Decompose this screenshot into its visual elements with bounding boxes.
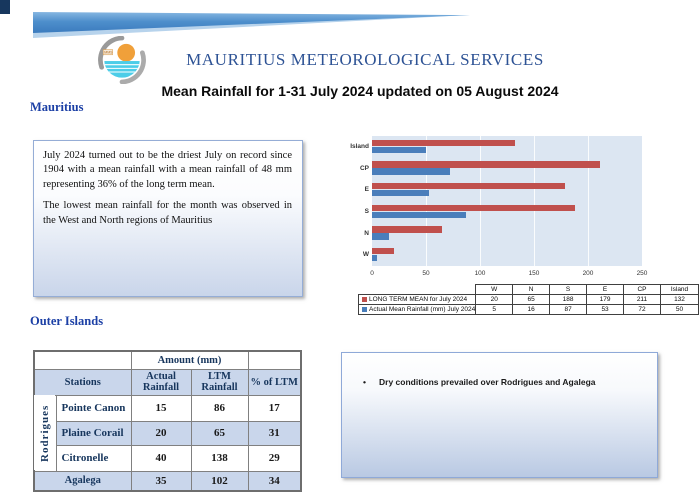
legend-col-n: N: [513, 285, 550, 295]
pct-value: 29: [248, 445, 301, 471]
mauritius-summary-box: [33, 140, 303, 297]
actual-value: 35: [131, 471, 191, 491]
agalega-row: [34, 471, 301, 491]
rainfall-bar-chart: [345, 128, 699, 280]
bar-long-term-mean-e: [372, 183, 565, 190]
pct-value: 17: [248, 395, 301, 421]
station-name: Citronelle: [56, 445, 131, 471]
category-label-s: S: [364, 207, 369, 215]
org-title: MAURITIUS METEOROLOGICAL SERVICES: [186, 50, 544, 69]
category-label-island: Island: [350, 142, 369, 150]
stations-header: Stations: [34, 369, 131, 395]
bar-long-term-mean-w: [372, 248, 394, 255]
pct-ltm-header: % of LTM: [248, 369, 301, 395]
logo-text: MMS: [104, 50, 113, 55]
ltm-cp: 211: [624, 295, 661, 305]
note-text: Dry conditions prevailed over Rodrigues and Agalega: [379, 377, 596, 387]
amount-header: Amount (mm): [131, 351, 248, 369]
legend-row-long-term-mean: [359, 295, 699, 305]
ltm-n: 65: [513, 295, 550, 305]
category-label-e: E: [364, 186, 369, 194]
x-tick-250: 250: [636, 270, 648, 277]
ltm-island: 132: [660, 295, 698, 305]
bar-actual-cp: [372, 168, 450, 175]
bullet-icon: •: [363, 377, 366, 387]
legend-header-row: [359, 285, 699, 295]
gridline-100: [480, 136, 481, 266]
actual-n: 16: [513, 305, 550, 315]
corner-block-decoration: [0, 0, 10, 14]
legend-row-actual: [359, 305, 699, 315]
column-header-row: [34, 369, 301, 395]
legend-label-actual-text: Actual Mean Rainfall (mm) July 2024: [369, 306, 476, 313]
amount-header-row: [34, 351, 301, 369]
bar-actual-n: [372, 233, 389, 240]
gridline-200: [588, 136, 589, 266]
pct-value: 34: [248, 471, 301, 491]
ltm-value: 65: [191, 421, 248, 445]
x-tick-50: 50: [422, 270, 430, 277]
legend-empty-corner: [359, 285, 476, 295]
actual-w: 5: [476, 305, 513, 315]
outer-islands-note-box: [341, 352, 658, 478]
legend-label-ltm-text: LONG TERM MEAN for July 2024: [369, 296, 468, 303]
blue-series-swatch: [362, 307, 367, 312]
bar-actual-w: [372, 255, 377, 262]
ltm-value: 86: [191, 395, 248, 421]
chart-legend-table: [358, 284, 699, 315]
table-row: [34, 445, 301, 471]
x-tick-200: 200: [582, 270, 594, 277]
summary-paragraph-1: July 2024 turned out to be the driest July on record since 1904 with a mean rainfall with a mean rainfall of 48 mm representing 36% of the long term mean.: [43, 150, 292, 190]
rodrigues-group-label: Rodrigues: [34, 395, 56, 471]
banner-swoosh-main: [33, 12, 470, 33]
report-title: Mean Rainfall for 1-31 July 2024 updated on 05 August 2024: [161, 83, 559, 99]
bar-actual-e: [372, 190, 429, 197]
empty-header-cell-2: [248, 351, 301, 369]
category-label-w: W: [362, 251, 369, 259]
gridline-250: [642, 136, 643, 266]
bar-long-term-mean-s: [372, 205, 575, 212]
empty-header-cell: [34, 351, 131, 369]
note-bullet-line: [363, 377, 657, 387]
legend-col-cp: CP: [624, 285, 661, 295]
red-series-swatch: [362, 297, 367, 302]
ltm-e: 179: [587, 295, 624, 305]
mauritius-section-heading: Mauritius: [30, 100, 84, 114]
summary-paragraph-2: The lowest mean rainfall for the month was observed in the West and North regions of Mauritius: [43, 200, 292, 226]
outer-islands-section-heading: Outer Islands: [30, 314, 104, 328]
category-label-cp: CP: [359, 164, 369, 172]
bar-long-term-mean-cp: [372, 161, 600, 168]
actual-value: 15: [131, 395, 191, 421]
actual-s: 87: [550, 305, 587, 315]
station-name: Agalega: [34, 471, 131, 491]
ltm-value: 138: [191, 445, 248, 471]
station-name: Plaine Corail: [56, 421, 131, 445]
ltm-rainfall-header: LTM Rainfall: [191, 369, 248, 395]
category-label-n: N: [364, 229, 369, 237]
pct-value: 31: [248, 421, 301, 445]
ltm-value: 102: [191, 471, 248, 491]
legend-col-e: E: [587, 285, 624, 295]
bar-actual-s: [372, 212, 466, 219]
bar-actual-island: [372, 147, 426, 154]
actual-value: 20: [131, 421, 191, 445]
table-row: [34, 421, 301, 445]
actual-value: 40: [131, 445, 191, 471]
ltm-w: 20: [476, 295, 513, 305]
chart-plot-area: [372, 136, 642, 266]
legend-label-actual: [359, 305, 476, 315]
mms-logo: [98, 36, 146, 84]
bar-long-term-mean-island: [372, 140, 515, 147]
actual-cp: 72: [624, 305, 661, 315]
gridline-150: [534, 136, 535, 266]
station-name: Pointe Canon: [56, 395, 131, 421]
legend-label-ltm: [359, 295, 476, 305]
x-tick-0: 0: [370, 270, 374, 277]
actual-island: 50: [660, 305, 698, 315]
legend-col-w: W: [476, 285, 513, 295]
legend-col-s: S: [550, 285, 587, 295]
outer-islands-table: [33, 350, 302, 492]
gridline-50: [426, 136, 427, 266]
legend-col-island: Island: [660, 285, 698, 295]
x-tick-100: 100: [474, 270, 486, 277]
actual-rainfall-header: Actual Rainfall: [131, 369, 191, 395]
sun-icon: [117, 44, 135, 62]
x-tick-150: 150: [528, 270, 540, 277]
bar-long-term-mean-n: [372, 226, 442, 233]
table-row: [34, 395, 301, 421]
ltm-s: 188: [550, 295, 587, 305]
actual-e: 53: [587, 305, 624, 315]
